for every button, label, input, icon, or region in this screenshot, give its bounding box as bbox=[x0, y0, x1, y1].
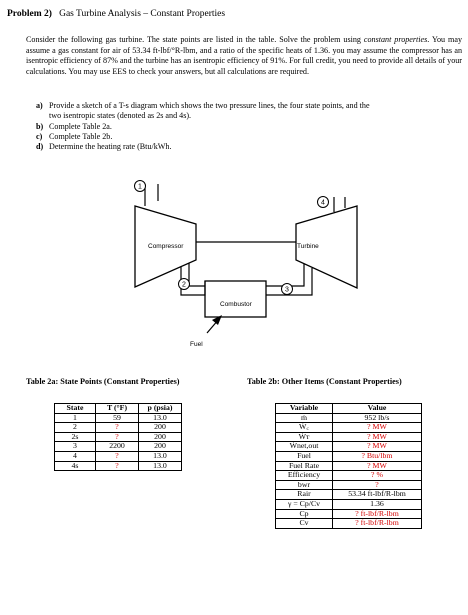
task-text: Complete Table 2a. bbox=[49, 122, 112, 131]
compressor-label: Compressor bbox=[148, 243, 184, 250]
table-cell: 200 bbox=[139, 442, 182, 452]
variable-cell: Ẇᴛ bbox=[276, 432, 333, 442]
combustor-label: Combustor bbox=[220, 301, 252, 308]
intro-text-2: . You may assume a gas constant for air of 53.34 ft-lbf/°R-lbm, and a ratio of the specific heats of 1.36. you may assume the compressor has an isentropic efficiency of 87% and the turbine has an isentropic efficiency of 91%. For full credit, you need to provide all details of your calculations. You may use EES to check your answers, but all calculations are required. bbox=[26, 35, 462, 76]
table-2a-caption: Table 2a: State Points (Constant Properties) bbox=[26, 377, 180, 386]
table-row bbox=[276, 509, 422, 519]
table-row bbox=[55, 461, 182, 471]
value-cell: 952 lb/s bbox=[333, 413, 422, 423]
table-cell: 1 bbox=[55, 413, 96, 423]
task-text: two isentropic states (denoted as 2s and 4s). bbox=[49, 111, 192, 120]
value-cell: ? ft-lbf/R-lbm bbox=[333, 509, 422, 519]
table-row bbox=[55, 451, 182, 461]
table-cell: 3 bbox=[55, 442, 96, 452]
task-text: Determine the heating rate (Btu/kWh. bbox=[49, 142, 172, 151]
variable-cell: Cv bbox=[276, 519, 333, 529]
value-cell: ? MW bbox=[333, 461, 422, 471]
variable-cell: Ẇ꜀ bbox=[276, 423, 333, 433]
table-row bbox=[276, 490, 422, 500]
variable-cell: Fuel bbox=[276, 451, 333, 461]
table-row bbox=[276, 451, 422, 461]
state-label-1: 1 bbox=[138, 183, 142, 191]
task-letter: d) bbox=[36, 142, 44, 151]
value-cell: ? % bbox=[333, 471, 422, 481]
column-header: State bbox=[55, 404, 96, 414]
variable-cell: Cp bbox=[276, 509, 333, 519]
table-row bbox=[276, 413, 422, 423]
table-cell: 200 bbox=[139, 423, 182, 433]
table-cell: 200 bbox=[139, 432, 182, 442]
table-2b-caption: Table 2b: Other Items (Constant Properties) bbox=[247, 377, 402, 386]
value-cell: ? MW bbox=[333, 432, 422, 442]
table-cell: 13.0 bbox=[139, 451, 182, 461]
table-row bbox=[276, 519, 422, 529]
table-cell: 2200 bbox=[96, 442, 139, 452]
table-cell: ? bbox=[96, 461, 139, 471]
column-header: T (°F) bbox=[96, 404, 139, 414]
table-cell: 4s bbox=[55, 461, 96, 471]
table-header-row bbox=[276, 404, 422, 414]
task-letter: c) bbox=[36, 132, 43, 141]
task-letter: a) bbox=[36, 101, 43, 110]
table-2a-body bbox=[55, 413, 182, 471]
variable-cell: Ẇnet,out bbox=[276, 442, 333, 452]
value-cell: ? MW bbox=[333, 442, 422, 452]
table-cell: 4 bbox=[55, 451, 96, 461]
duct-3-outer bbox=[266, 264, 304, 286]
table-cell: ? bbox=[96, 451, 139, 461]
problem-heading: Gas Turbine Analysis – Constant Properties bbox=[59, 9, 226, 19]
intro-text-1: Consider the following gas turbine. The state points are listed in the table. Solve the problem using bbox=[26, 35, 364, 44]
table-cell: 13.0 bbox=[139, 413, 182, 423]
combustor-shape bbox=[205, 281, 266, 317]
table-cell: 2s bbox=[55, 432, 96, 442]
column-header: Value bbox=[333, 404, 422, 414]
table-cell: 13.0 bbox=[139, 461, 182, 471]
task-text: Provide a sketch of a T-s diagram which shows the two pressure lines, the four state points, and the bbox=[49, 101, 370, 110]
variable-cell: ṁ bbox=[276, 413, 333, 423]
intro-emphasis: constant properties bbox=[363, 35, 428, 44]
turbine-label: Turbine bbox=[297, 243, 319, 250]
table-cell: 59 bbox=[96, 413, 139, 423]
value-cell: ? ft-lbf/R-lbm bbox=[333, 519, 422, 529]
value-cell: ? MW bbox=[333, 423, 422, 433]
value-cell: 53.34 ft-lbf/R-lbm bbox=[333, 490, 422, 500]
state-label-2: 2 bbox=[182, 281, 186, 289]
column-header: p (psia) bbox=[139, 404, 182, 414]
value-cell: 1.36 bbox=[333, 499, 422, 509]
table-row bbox=[276, 423, 422, 433]
variable-cell: γ = Cp/Cv bbox=[276, 499, 333, 509]
table-cell: 2 bbox=[55, 423, 96, 433]
state-label-3: 3 bbox=[285, 286, 289, 294]
table-cell: ? bbox=[96, 423, 139, 433]
column-header: Variable bbox=[276, 404, 333, 414]
table-row bbox=[276, 471, 422, 481]
problem-number: Problem 2) bbox=[7, 9, 52, 19]
table-row bbox=[276, 499, 422, 509]
variable-cell: Rair bbox=[276, 490, 333, 500]
value-cell: ? bbox=[333, 480, 422, 490]
task-letter: b) bbox=[36, 122, 44, 131]
table-header-row bbox=[55, 404, 182, 414]
task-text: Complete Table 2b. bbox=[49, 132, 113, 141]
table-2b bbox=[275, 403, 422, 529]
table-2a bbox=[54, 403, 182, 471]
state-label-4: 4 bbox=[321, 199, 325, 207]
variable-cell: Efficiency bbox=[276, 471, 333, 481]
table-cell: ? bbox=[96, 432, 139, 442]
duct-2-inner bbox=[189, 263, 205, 286]
variable-cell: bwr bbox=[276, 480, 333, 490]
table-2b-body bbox=[276, 413, 422, 528]
fuel-label: Fuel bbox=[190, 341, 203, 348]
variable-cell: Fuel Rate bbox=[276, 461, 333, 471]
table-row bbox=[55, 423, 182, 433]
value-cell: ? Btu/lbm bbox=[333, 451, 422, 461]
